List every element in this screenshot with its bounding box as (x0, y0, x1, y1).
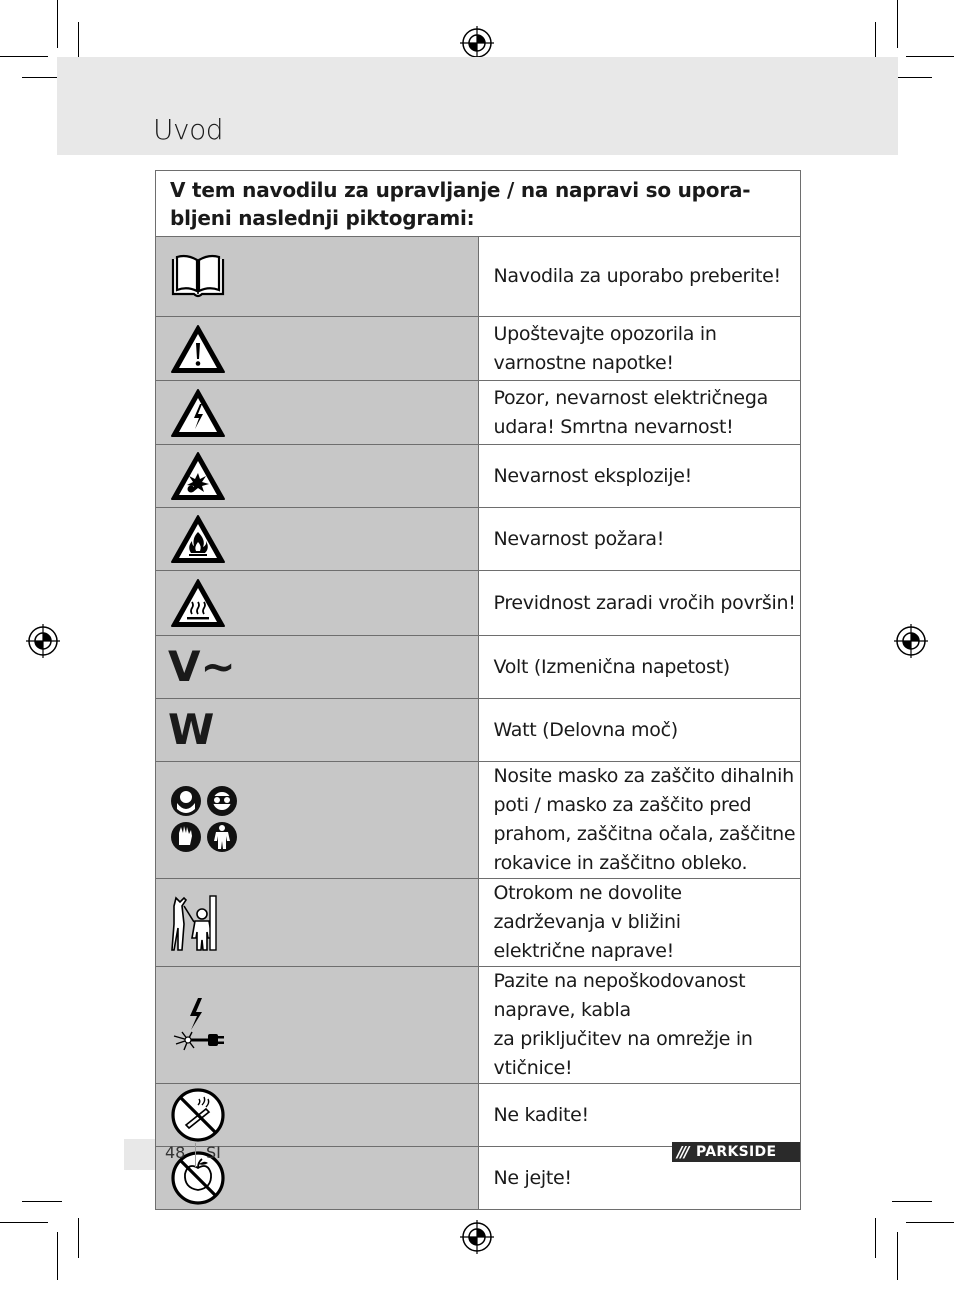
protective-clothing-icon (207, 822, 237, 852)
table-heading-text: V tem navodilu za upravljanje / na napravi so upora- bljeni naslednji piktogrami: (170, 178, 751, 230)
electric-shock-warning-icon (170, 388, 226, 438)
crop-mark (0, 1222, 48, 1223)
table-row (156, 967, 801, 1084)
pictogram-table (155, 170, 801, 1210)
damaged-cable-icon (170, 996, 226, 1054)
row-text: Nosite masko za zaščito dihalnih poti / masko za zaščito pred prahom, zaščitna očala, zaščitne rokavice in zaščitno obleko. (478, 762, 801, 879)
read-manual-icon (170, 254, 226, 300)
table-row (156, 381, 801, 445)
icon-cell (156, 699, 479, 762)
table-row (156, 699, 801, 762)
table-row (156, 762, 801, 879)
icon-cell (156, 445, 479, 508)
row-text: Nevarnost eksplozije! (478, 445, 801, 508)
table-row (156, 1084, 801, 1147)
brand-slashes: /// (677, 1143, 688, 1161)
icon-cell (156, 1084, 479, 1147)
row-text: Ne kadite! (478, 1084, 801, 1147)
table-heading (156, 171, 801, 237)
icon-cell (156, 879, 479, 967)
icon-cell (156, 636, 479, 699)
crop-mark (892, 1201, 932, 1202)
registration-mark-icon (460, 26, 494, 60)
table-row (156, 879, 801, 967)
row-text: Ne jejte! (478, 1147, 801, 1210)
row-text: Navodila za uporabo preberite! (478, 237, 801, 317)
watt-symbol: W (168, 705, 215, 754)
page-number: 48 (165, 1143, 186, 1162)
crop-mark (0, 56, 48, 57)
brand-name: PARKSIDE (696, 1144, 777, 1160)
safety-goggles-icon (207, 786, 237, 816)
row-text: Pazite na nepoškodovanost naprave, kabla za priključitev na omrežje in vtičnice! (478, 967, 801, 1084)
page-title: Uvod (153, 113, 223, 146)
crop-mark (906, 56, 954, 57)
row-text: Nevarnost požara! (478, 508, 801, 571)
table-row (156, 571, 801, 636)
row-text: Volt (Izmenična napetost) (478, 636, 801, 699)
dust-mask-icon (171, 786, 201, 816)
footer-tab (124, 1139, 155, 1170)
crop-mark (875, 22, 876, 62)
crop-mark (22, 77, 62, 78)
explosion-warning-icon (170, 451, 226, 501)
language-code: SI (206, 1143, 221, 1162)
icon-cell (156, 762, 479, 879)
table-row (156, 508, 801, 571)
crop-mark (78, 1218, 79, 1258)
keep-children-away-icon (170, 894, 220, 952)
registration-mark-icon (460, 1220, 494, 1254)
crop-mark (57, 0, 58, 48)
row-text: Otrokom ne dovolite zadrževanja v bližini električne naprave! (478, 879, 801, 967)
protective-equipment-icons (170, 785, 240, 855)
footer-divider (195, 1143, 196, 1167)
protective-gloves-icon (171, 822, 201, 852)
row-text: Upoštevajte opozorila in varnostne napotke! (478, 317, 801, 381)
crop-mark (78, 22, 79, 62)
table-row (156, 237, 801, 317)
crop-mark (897, 1232, 898, 1280)
brand-logo (672, 1142, 800, 1162)
table-header-row (156, 171, 801, 237)
icon-cell (156, 381, 479, 445)
table-row (156, 445, 801, 508)
crop-mark (906, 1222, 954, 1223)
hot-surface-warning-icon (170, 578, 226, 628)
no-smoking-icon (170, 1087, 226, 1143)
crop-mark (57, 1232, 58, 1280)
registration-mark-icon (894, 624, 928, 658)
icon-cell (156, 967, 479, 1084)
table-row (156, 317, 801, 381)
table-row (156, 636, 801, 699)
crop-mark (875, 1218, 876, 1258)
row-text: Pozor, nevarnost električnega udara! Smrtna nevarnost! (478, 381, 801, 445)
registration-mark-icon (26, 624, 60, 658)
row-text: Watt (Delovna moč) (478, 699, 801, 762)
icon-cell (156, 317, 479, 381)
warning-icon (170, 324, 226, 374)
crop-mark (22, 1201, 62, 1202)
icon-cell (156, 237, 479, 317)
row-text: Previdnost zaradi vročih površin! (478, 571, 801, 636)
crop-mark (892, 77, 932, 78)
icon-cell (156, 508, 479, 571)
icon-cell (156, 1147, 479, 1210)
fire-warning-icon (170, 514, 226, 564)
icon-cell (156, 571, 479, 636)
crop-mark (897, 0, 898, 48)
volt-ac-symbol: V~ (168, 642, 236, 691)
